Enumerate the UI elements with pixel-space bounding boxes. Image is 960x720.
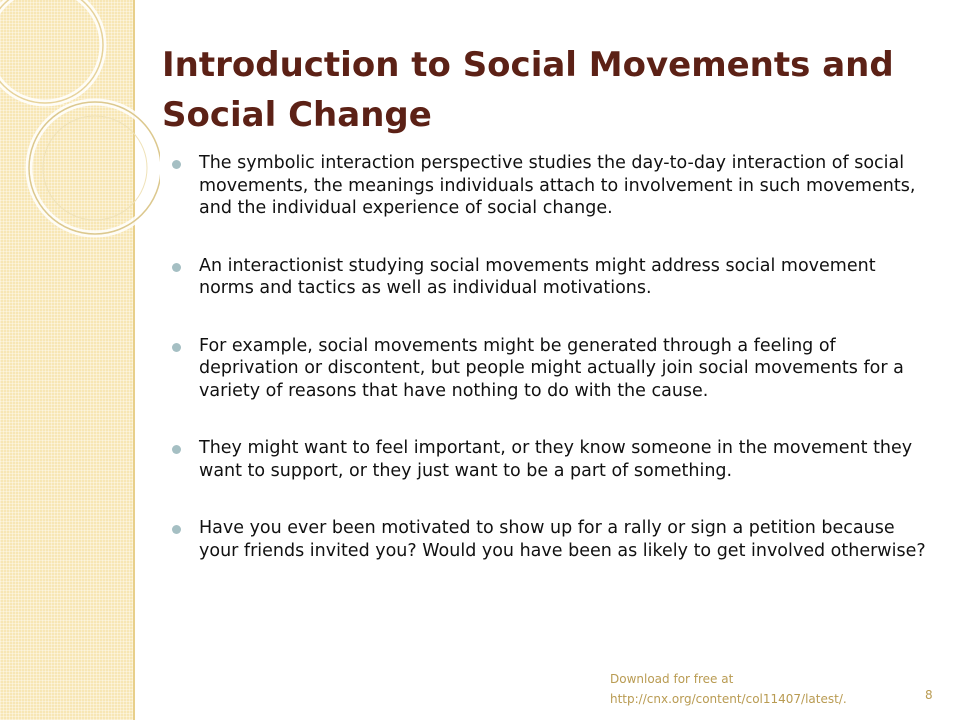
bullet-dot-icon <box>172 343 181 352</box>
bullet-dot-icon <box>172 445 181 454</box>
list-item <box>160 255 930 300</box>
list-item <box>160 517 930 562</box>
footer-attribution <box>610 669 910 709</box>
page-number: 8 <box>925 688 933 702</box>
bullet-dot-icon <box>172 525 181 534</box>
slide-title: Introduction to Social Movements and Social Change <box>162 45 894 135</box>
footer-line-1: Download for free at <box>610 672 734 686</box>
bullet-dot-icon <box>172 263 181 272</box>
bullet-list <box>160 152 930 597</box>
bullet-text: An interactionist studying social movements might address social movement norms and tactics as well as individual motivations. <box>199 255 876 298</box>
list-item <box>160 152 930 220</box>
bullet-dot-icon <box>172 160 181 169</box>
bullet-text: They might want to feel important, or they know someone in the movement they want to support, or they just want to be a part of something. <box>199 438 913 481</box>
bullet-text: For example, social movements might be generated through a feeling of deprivation or discontent, but people might actually join social movements for a variety of reasons that have nothing to do with the cause. <box>199 335 904 401</box>
footer-link[interactable]: http://cnx.org/content/col11407/latest/. <box>610 692 847 706</box>
bullet-text: The symbolic interaction perspective studies the day-to-day interaction of social movements, the meanings individuals attach to involvement in such movements, and the individual experience of social change. <box>199 153 916 218</box>
decorative-circles <box>0 0 160 260</box>
list-item <box>160 335 930 403</box>
bullet-text: Have you ever been motivated to show up for a rally or sign a petition because your friends invited you? Would you have been as likely to get involved otherwise? <box>199 518 926 561</box>
list-item <box>160 437 930 482</box>
